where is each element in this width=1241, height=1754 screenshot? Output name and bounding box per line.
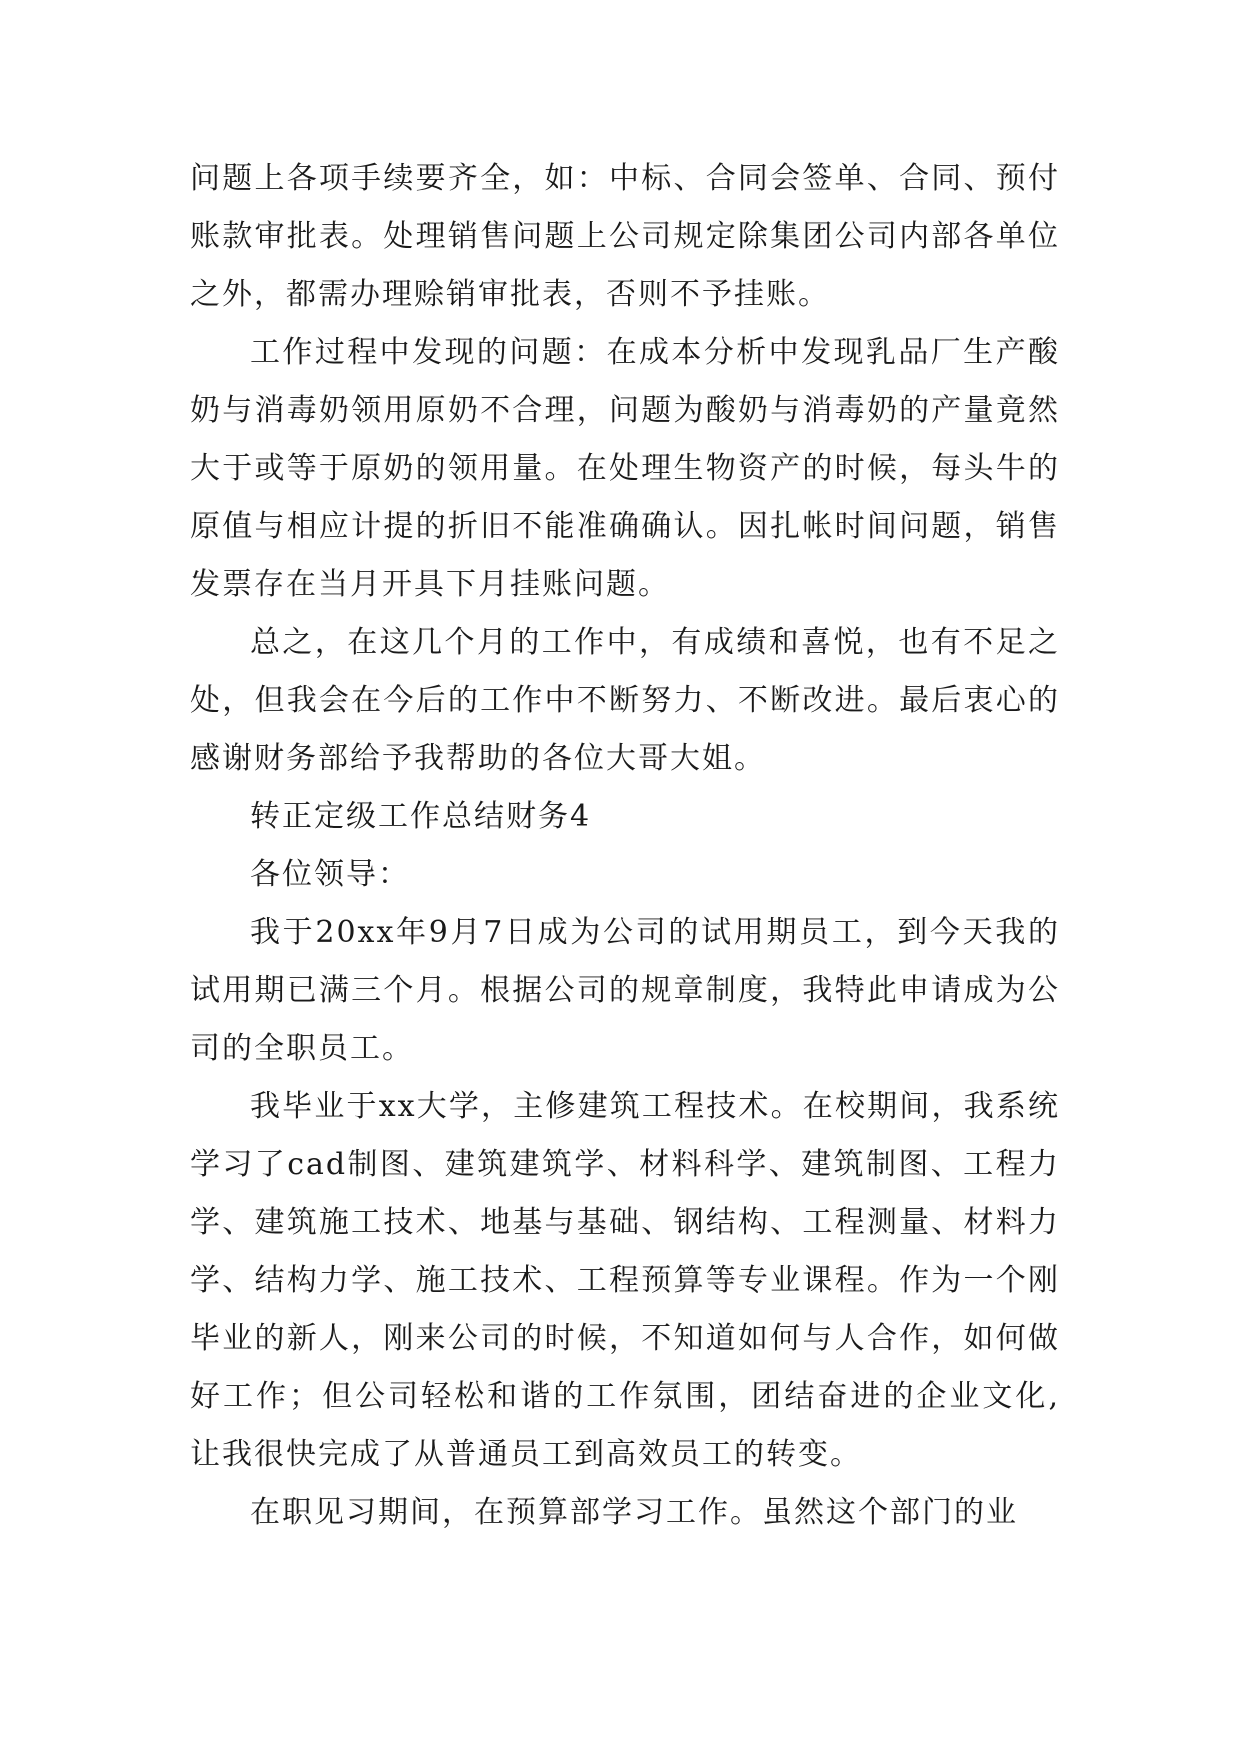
paragraph-6: 我于20xx年9月7日成为公司的试用期员工，到今天我的试用期已满三个月。根据公司的规章制度，我特此申请成为公司的全职员工。 [190, 915, 1060, 1066]
paragraph-3: 总之，在这几个月的工作中，有成绩和喜悦，也有不足之处，但我会在今后的工作中不断努力、不断改进。最后衷心的感谢财务部给予我帮助的各位大哥大姐。 [190, 625, 1060, 776]
document-body [190, 150, 1060, 1542]
salutation: 各位领导： [250, 857, 410, 892]
section-heading: 转正定级工作总结财务4 [250, 799, 592, 834]
paragraph-2: 工作过程中发现的问题：在成本分析中发现乳品厂生产酸奶与消毒奶领用原奶不合理，问题为酸奶与消毒奶的产量竟然大于或等于原奶的领用量。在处理生物资产的时候，每头牛的原值与相应计提的折旧不能准确确认。因扎帐时间问题，销售发票存在当月开具下月挂账问题。 [190, 335, 1060, 602]
paragraph-8: 在职见习期间，在预算部学习工作。虽然这个部门的业 [250, 1495, 1018, 1530]
paragraph-7: 我毕业于xx大学，主修建筑工程技术。在校期间，我系统学习了cad制图、建筑建筑学、材料科学、建筑制图、工程力学、建筑施工技术、地基与基础、钢结构、工程测量、材料力学、结构力学、施工技术、工程预算等专业课程。作为一个刚毕业的新人，刚来公司的时候，不知道如何与人合作，如何做好工作；但公司轻松和谐的工作氛围，团结奋进的企业文化,让我很快完成了从普通员工到高效员工的转变。 [190, 1089, 1060, 1472]
paragraph-1: 问题上各项手续要齐全，如：中标、合同会签单、合同、预付账款审批表。处理销售问题上公司规定除集团公司内部各单位之外，都需办理赊销审批表，否则不予挂账。 [190, 161, 1060, 312]
